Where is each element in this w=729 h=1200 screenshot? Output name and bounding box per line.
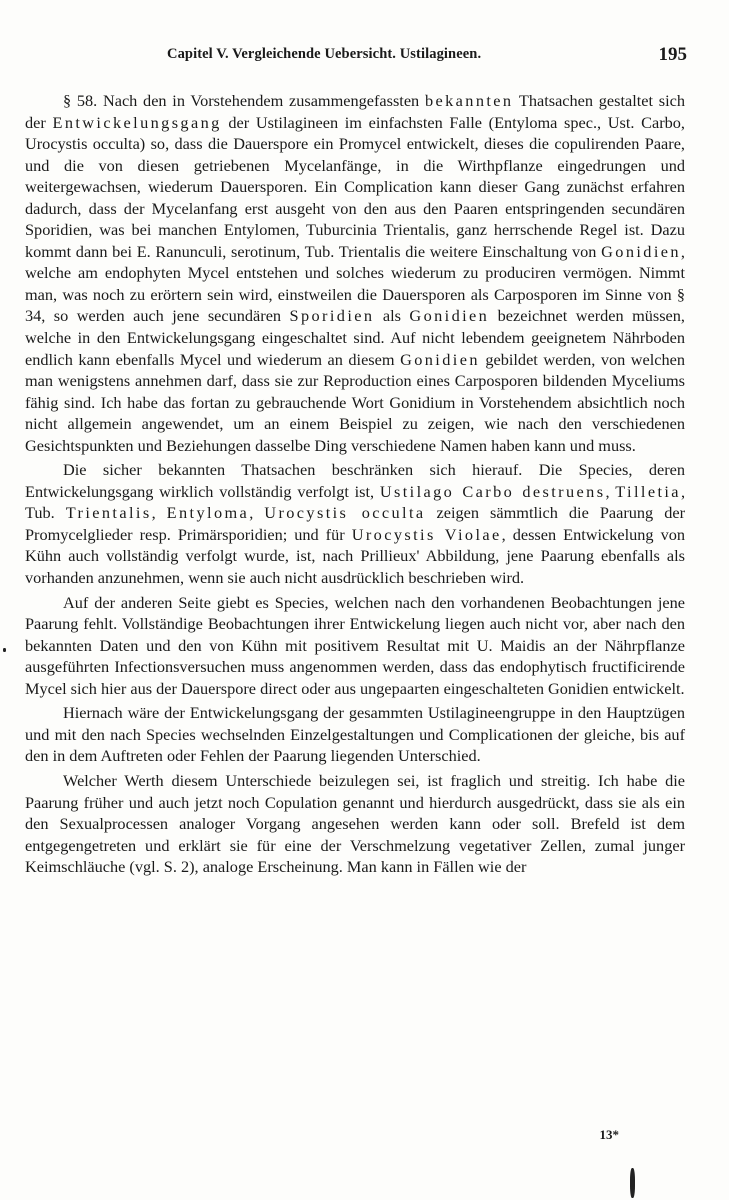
text-run: Die sicher bekannten Thatsachen beschränken sich hierauf. Die Species, deren Entwickelungsgang wirklich vollständig verfolgt ist, — [25, 460, 685, 501]
spaced-emphasis: Entwickelungsgang — [52, 112, 222, 132]
text-body — [25, 90, 685, 881]
ink-speck — [630, 1168, 635, 1198]
text-run: , — [249, 503, 265, 523]
spaced-emphasis: Urocystis Violae — [351, 524, 502, 544]
paragraph — [25, 90, 685, 456]
text-run: Hiernach wäre der Entwickelungsgang der gesammten Ustilagineengruppe in den Hauptzügen und mit den nach Species wechselnden Einzelgestaltungen und Complicationen der gleiche, bis auf den in dem Auftreten oder Fehlen der Paarung liegenden Unterschied. — [25, 703, 685, 766]
spaced-emphasis: Tilletia — [615, 481, 681, 501]
text-run: gebildet werden, von welchen man wenigstens annehmen darf, dass sie zur Reproduction eines Carposporen bildenden Myceliums fähig sind. Ich habe das fortan zu gebrauchende Wort Gonidium in Vorstehendem absichtlich noch nicht allgemein angewendet, um an einem Beispiel zu zeigen, wie nach den verschiedenen Gesichtspunkten und Beziehungen dasselbe Ding verschiedene Namen haben kann und muss. — [25, 349, 686, 455]
text-run: § 58. Nach den in Vorstehendem zusammengefassten — [63, 91, 425, 110]
text-run: , Tub. — [25, 481, 686, 523]
paragraph — [25, 459, 685, 588]
paragraph — [25, 770, 685, 878]
ink-speck — [3, 648, 6, 652]
text-run: zeigen sämmtlich die Paarung der Promycelglieder resp. Primärsporidien; und für — [25, 503, 685, 544]
text-run: , — [151, 503, 167, 523]
page-number: 195 — [658, 44, 687, 65]
paragraph — [25, 592, 685, 700]
text-run: Welcher Werth diesem Unterschiede beizulegen sei, ist fraglich und streitig. Ich habe die Paarung früher und auch jetzt noch Copulation genannt und hierdurch ausgedrückt, dass sie als ein den Sexualprocessen analoger Vorgang angesehen werden kann oder soll. Brefeld ist dem entgegengetreten und erklärt sie für eine der Verschmelzung vegetativer Zellen, zumal junger Keimschläuche (vgl. S. 2), analoge Erscheinung. Man kann in Fällen wie der — [25, 770, 685, 877]
paragraph — [25, 702, 685, 767]
spaced-emphasis: Gonidien — [400, 349, 480, 369]
spaced-emphasis: Gonidien — [409, 306, 490, 326]
text-run: , dessen Entwickelung von Kühn auch vollständig verfolgt wurde, ist, nach Prillieux' Abbildung, jene Paarung ebenfalls als vorhanden anzunehmen, wenn sie auch nicht ausdrücklich beschrieben wird. — [25, 524, 685, 588]
spaced-emphasis: bekannten — [424, 91, 514, 110]
spaced-emphasis: Gonidien — [601, 241, 681, 261]
running-head — [55, 46, 687, 72]
spaced-emphasis: Urocystis occulta — [264, 503, 426, 523]
text-run: Auf der anderen Seite giebt es Species, welchen nach den vorhandenen Beobachtungen jene Paarung fehlt. Vollständige Beobachtungen ihrer Entwickelung liegen auch nicht vor, aber nach den bekannten Daten und den von Kühn mit positivem Resultat mit U. Maidis an der Nährpflanze ausgeführten Infectionsversuchen muss angenommen werden, dass das endophytisch fructificirende Mycel sich hier aus der Dauerspore direct oder aus ungepaarten eingeschalteten Gonidien entwickelt. — [25, 592, 685, 698]
text-run: bezeichnet werden müssen, welche in den Entwickelungsgang eingeschaltet sind. Auf nicht lebendem geeignetem Nährboden endlich kann ebenfalls Mycel und wiederum an diesem — [25, 306, 685, 369]
text-run: , welche am endophyten Mycel entstehen und solches wiederum zu produciren vermögen. Nimmt man, was noch zu erörtern sein wird, einstweilen die Dauersporen als Carposporen im Sinne von § 34, so werden auch jene secundären — [25, 241, 685, 326]
running-title: Capitel V. Vergleichende Uebersicht. Ustilagineen. — [167, 46, 482, 62]
text-run: Thatsachen gestaltet sich der — [25, 91, 685, 132]
spaced-emphasis: Ustilago Carbo destruens — [379, 481, 606, 501]
signature-mark: 13* — [599, 1127, 619, 1142]
text-run: der Ustilagineen im einfachsten Falle (Entyloma spec., Ust. Carbo, Urocystis occulta) so, dass die Dauerspore ein Promycel entwickelt, dieses die copulirenden Paare, und die von diesen getriebenen Mycelanfänge, in die Wirthpflanze eingedrungen und weitergewachsen, wiederum Dauersporen. Ein Complication kann dieser Gang zunächst erfahren dadurch, dass der Mycelanfang erst ausgeht von den aus den Paaren entspringenden secundären Sporidien, was bei manchen Entylomen, Tuburcinia Trientalis, ganz herrschende Regel ist. Dazu kommt dann bei E. Ranunculi, serotinum, Tub. Trientalis die weitere Einschaltung von — [25, 112, 686, 261]
spaced-emphasis: Sporidien — [289, 306, 375, 326]
text-run: als — [374, 306, 410, 326]
text-run: , — [605, 481, 616, 501]
spaced-emphasis: Entyloma — [166, 503, 250, 523]
spaced-emphasis: Trientalis — [65, 503, 152, 523]
